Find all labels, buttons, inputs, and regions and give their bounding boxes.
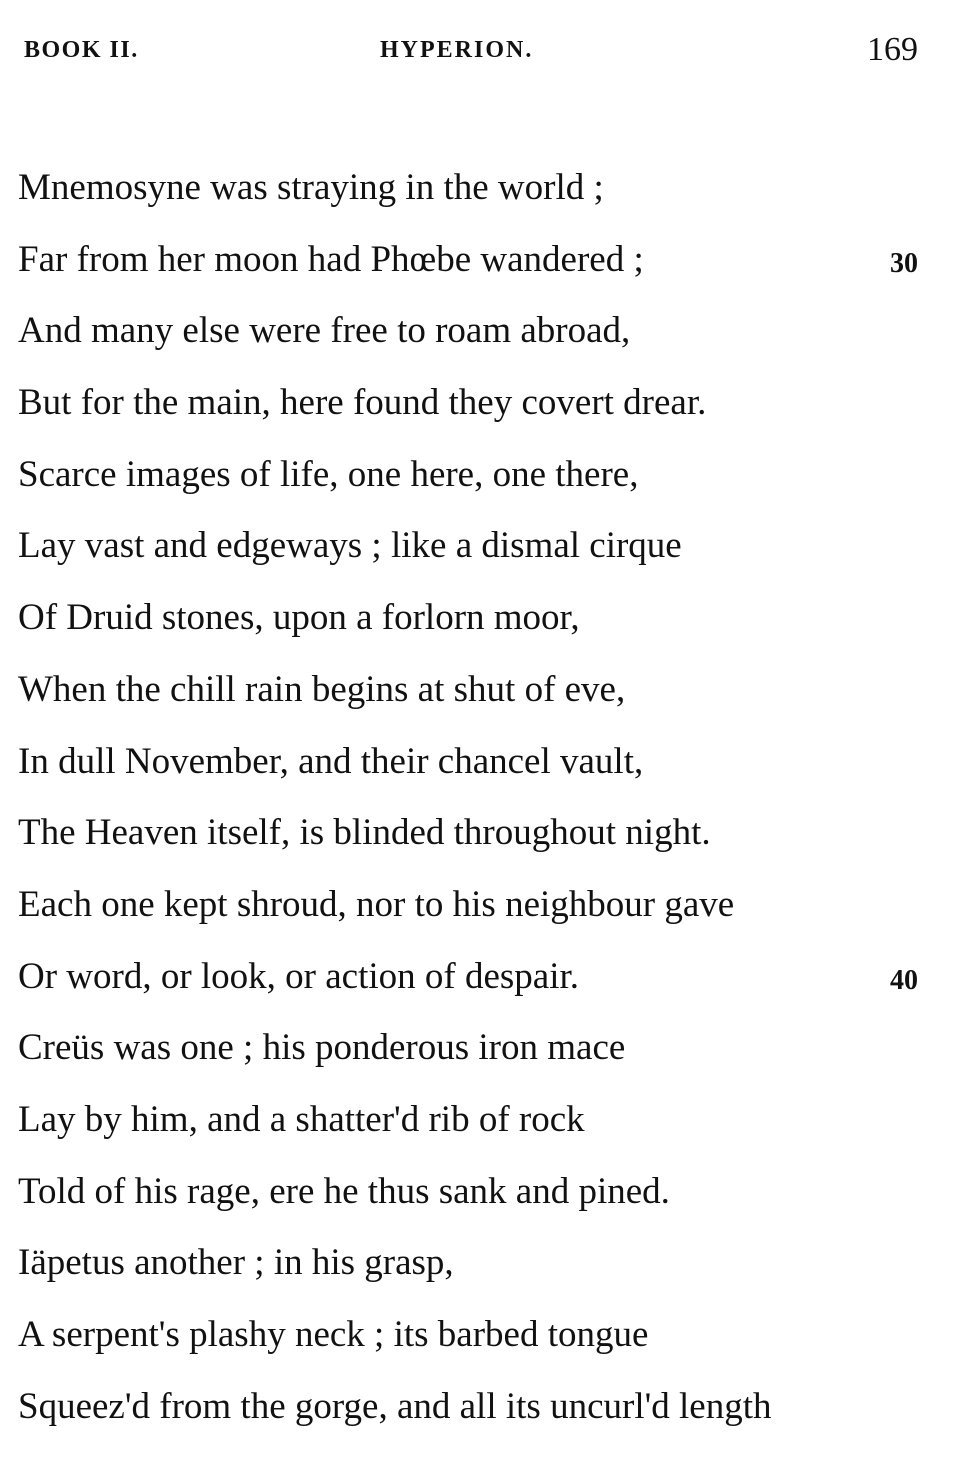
verse-line: [18, 738, 918, 810]
line-number: 40: [890, 964, 918, 996]
verse-line: [18, 1239, 918, 1311]
verse-line: [18, 522, 918, 594]
verse-line: [18, 379, 918, 451]
verse-text: Creüs was one ; his ponderous iron mace: [18, 1027, 626, 1069]
poem-body: [18, 164, 918, 1454]
verse-line: [18, 594, 918, 666]
book-label: BOOK II.: [24, 37, 139, 63]
running-title: HYPERION.: [380, 37, 534, 63]
verse-line: [18, 809, 918, 881]
verse-line: [18, 307, 918, 379]
verse-text: Lay by him, and a shatter'd rib of rock: [18, 1098, 585, 1140]
verse-text: Or word, or look, or action of despair.: [18, 955, 580, 997]
verse-text: Scarce images of life, one here, one there,: [18, 453, 639, 495]
verse-line: [18, 1311, 918, 1383]
verse-text: When the chill rain begins at shut of eve,: [18, 668, 626, 710]
line-number: 30: [890, 247, 918, 279]
verse-text: In dull November, and their chancel vault,: [18, 740, 644, 782]
verse-line: [18, 236, 918, 308]
verse-text: Each one kept shroud, nor to his neighbour gave: [18, 883, 735, 925]
verse-text: But for the main, here found they covert drear.: [18, 382, 707, 424]
verse-line: [18, 881, 918, 953]
verse-line: [18, 953, 918, 1025]
verse-text: Far from her moon had Phœbe wandered ;: [18, 238, 644, 280]
verse-line: [18, 451, 918, 523]
verse-line: [18, 1168, 918, 1240]
verse-line: [18, 1024, 918, 1096]
verse-text: Lay vast and edgeways ; like a dismal cirque: [18, 525, 682, 567]
verse-text: Squeez'd from the gorge, and all its uncurl'd length: [18, 1385, 772, 1427]
page-number: 169: [867, 31, 918, 68]
running-head: [24, 30, 918, 70]
verse-text: A serpent's plashy neck ; its barbed tongue: [18, 1314, 649, 1355]
verse-line: [18, 164, 918, 236]
verse-text: Told of his rage, ere he thus sank and pined.: [18, 1170, 670, 1212]
verse-line: [18, 666, 918, 738]
verse-text: Of Druid stones, upon a forlorn moor,: [18, 597, 580, 639]
verse-text: The Heaven itself, is blinded throughout night.: [18, 812, 711, 854]
verse-line: [18, 1383, 918, 1455]
verse-line: [18, 1096, 918, 1168]
verse-text: Mnemosyne was straying in the world ;: [18, 167, 604, 208]
verse-text: Iäpetus another ; in his grasp,: [18, 1242, 454, 1284]
verse-text: And many else were free to roam abroad,: [18, 310, 631, 352]
